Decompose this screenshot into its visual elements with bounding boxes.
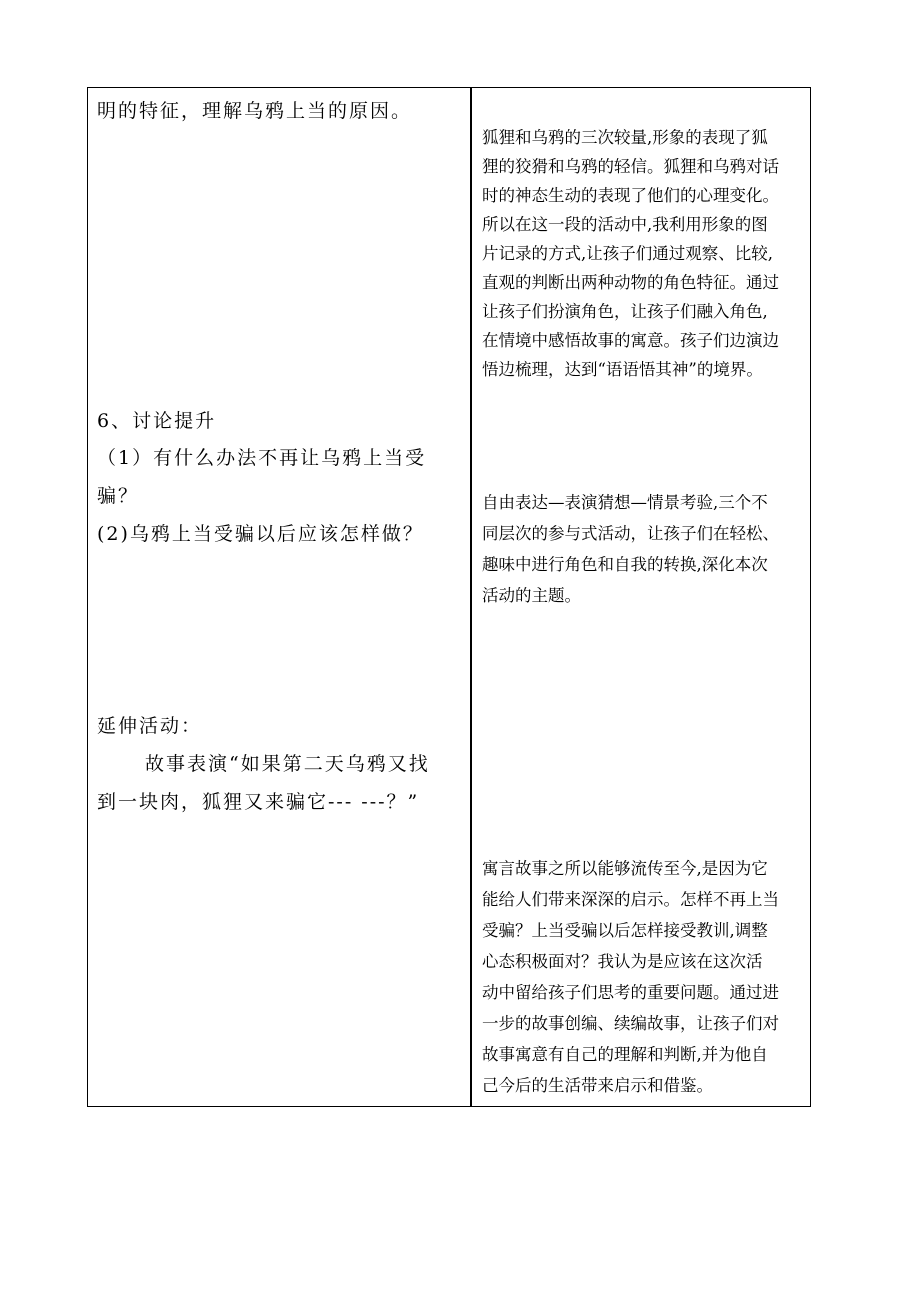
paragraph-line: 自由表达—表演猜想—情景考验,三个不 — [482, 493, 768, 512]
paragraph-line: 所以在这一段的活动中,我利用形象的图 — [482, 215, 768, 234]
discussion-question-1-line1: （1）有什么办法不再让乌鸦上当受 — [97, 447, 427, 469]
lesson-plan-table — [87, 87, 811, 1107]
paragraph-line: 寓言故事之所以能够流传至今,是因为它 — [482, 859, 768, 878]
paragraph-line: 狐狸和乌鸦的三次较量,形象的表现了狐 — [482, 128, 768, 147]
paragraph-line: 在情境中感悟故事的寓意。孩子们边演边 — [482, 331, 779, 350]
paragraph-line: 时的神态生动的表现了他们的心理变化。 — [482, 186, 779, 205]
paragraph-line: 受骗？上当受骗以后怎样接受教训,调整 — [482, 921, 768, 940]
paragraph-line: 悟边梳理，达到“语语悟其神”的境界。 — [482, 360, 763, 379]
paragraph-line: 片记录的方式,让孩子们通过观察、比较, — [482, 244, 773, 263]
paragraph-line: 狸的狡猾和乌鸦的轻信。狐狸和乌鸦对话 — [482, 157, 779, 176]
paragraph-line: 心态积极面对？我认为是应该在这次活 — [482, 952, 763, 971]
paragraph-line: 动中留给孩子们思考的重要问题。通过进 — [482, 983, 779, 1002]
discussion-question-1-line2: 骗？ — [97, 485, 140, 507]
extension-line-1: 故事表演“如果第二天乌鸦又找 — [145, 753, 430, 775]
paragraph-line: 能给人们带来深深的启示。怎样不再上当 — [482, 890, 779, 909]
paragraph-line: 故事寓意有自己的理解和判断,并为他自 — [482, 1045, 768, 1064]
extension-title: 延伸活动： — [97, 715, 203, 737]
extension-line-2: 到一块肉，狐狸又来骗它--- ---？” — [97, 791, 420, 813]
paragraph-line: 活动的主题。 — [482, 586, 581, 605]
paragraph-line: 直观的判断出两种动物的角色特征。通过 — [482, 273, 779, 292]
paragraph-line: 一步的故事创编、续编故事，让孩子们对 — [482, 1014, 779, 1033]
paragraph-line: 同层次的参与式活动，让孩子们在轻松、 — [482, 524, 779, 543]
paragraph-line: 让孩子们扮演角色，让孩子们融入角色, — [482, 302, 768, 321]
paragraph-line: 趣味中进行角色和自我的转换,深化本次 — [482, 555, 768, 574]
paragraph-line: 己今后的生活带来启示和借鉴。 — [482, 1076, 713, 1095]
discussion-question-2: (2)乌鸦上当受骗以后应该怎样做？ — [97, 523, 424, 545]
column-divider — [470, 88, 472, 1106]
discussion-title: 6、讨论提升 — [97, 410, 217, 432]
intro-line: 明的特征，理解乌鸦上当的原因。 — [97, 100, 413, 122]
